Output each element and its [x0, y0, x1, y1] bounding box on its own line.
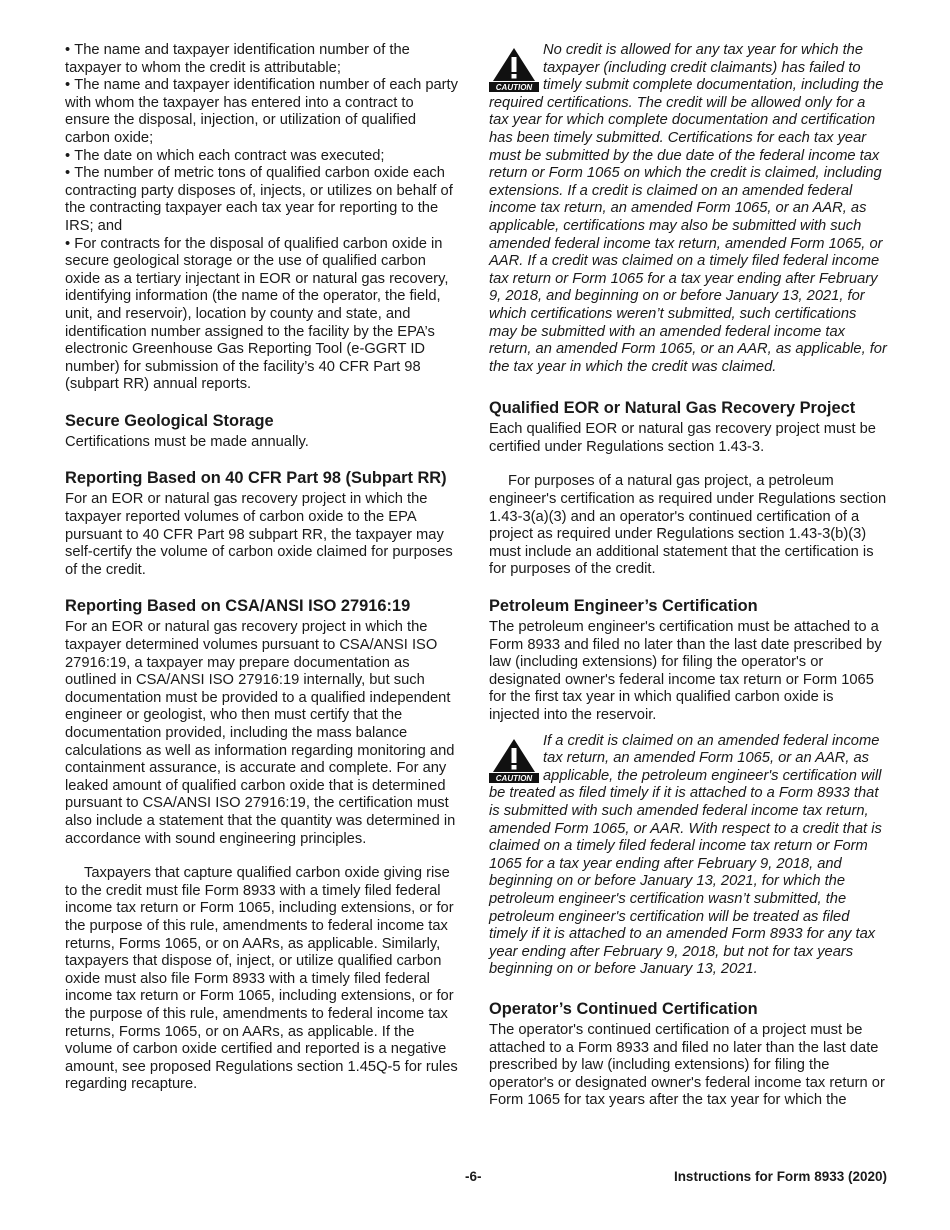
caution-label: CAUTION [495, 83, 533, 92]
right-column [489, 42, 887, 1110]
paragraph: For an EOR or natural gas recovery project in which the taxpayer reported volumes of carbon oxide to the EPA pursuant to 40 CFR Part 98 subpart RR, the taxpayer may self-certify the volume of carbon oxide claimed for purposes of the credit. [65, 491, 453, 578]
caution-note [489, 42, 887, 376]
section-heading-engineer-cert: Petroleum Engineer’s Certification [489, 597, 758, 616]
section-heading-secure-storage: Secure Geological Storage [65, 411, 274, 430]
bullet-item: • The date on which each contract was executed; [65, 148, 462, 166]
paragraph: Taxpayers that capture qualified carbon oxide giving rise to the credit must file Form 8933 with a timely filed federal income tax return or Form 1065, including extensions, or for the purpose of this rule, amendments to federal income tax returns, Forms 1065, or on AARs, as applicable. Similarly, taxpayers that dispose of, inject, or utilize qualified carbon oxide must also file Form 8933 with a timely filed federal income tax return or Form 1065, including extensions, or for the purpose of this rule, amendments to federal income tax returns, Forms 1065, or on AARs, as applicable. If the volume of carbon oxide certified and reported is a negative amount, see proposed Regulations section 1.45Q-5 for rules regarding recapture. [65, 865, 458, 1093]
section-heading-eor-project: Qualified EOR or Natural Gas Recovery Project [489, 399, 856, 418]
paragraph: Certifications must be made annually. [65, 433, 309, 450]
bullet-item: • The name and taxpayer identification number of the taxpayer to whom the credit is attributable; [65, 42, 462, 77]
paragraph: The operator's continued certification of a project must be attached to a Form 8933 and filed no later than the last date prescribed by law (including extensions) for filing the operator's or designated owner's federal income tax return or Form 1065 for tax years after the tax year for which the [489, 1021, 885, 1109]
caution-icon [489, 737, 539, 783]
section-heading-iso-reporting: Reporting Based on CSA/ANSI ISO 27916:19 [65, 597, 411, 616]
bullet-item: • The number of metric tons of qualified carbon oxide each contracting party disposes of, injects, or utilizes on behalf of the contracting taxpayer each tax year for reporting to the IRS; and [65, 165, 462, 235]
caution-text: No credit is allowed for any tax year for which the taxpayer (including credit claimants) has failed to timely submit complete documentation, including the required certifications. The credit will be allowed only for a tax year for which complete documentation and certification has been timely submitted. Certifications for each tax year must be submitted by the due date of the federal income tax return or Form 1065 on which the credit is claimed, including extensions. If a credit is claimed on an amended federal income tax return, an amended Form 1065, or an AAR, as applicable, certifications may also be submitted with such amended federal income tax return, amended Form 1065, or AAR. If a credit was claimed on a timely filed federal income tax return or Form 1065 for a tax year ending after February 9, 2018, and beginning on or before January 13, 2021, for which certifications weren’t submitted, such certifications may be submitted with an amended federal income tax return, an amended Form 1065, or an AAR, as applicable, for the tax year in which the credit was claimed. [489, 42, 887, 375]
paragraph: For an EOR or natural gas recovery project in which the taxpayer determined volumes pursuant to CSA/ANSI ISO 27916:19, a taxpayer may prepare documentation as outlined in CSA/ANSI ISO 27916:19 internally, but such documentation must be provided to a qualified independent engineer or geologist, who then must certify that the documentation provided, including the mass balance calculations as well as information regarding monitoring and containment assurance, is accurate and complete. For any leaked amount of qualified carbon oxide that is determined pursuant to CSA/ANSI ISO 27916:19, the certification must also include a statement that the quantity was determined in accordance with sound engineering principles. [65, 619, 456, 847]
caution-text: If a credit is claimed on an amended federal income tax return, an amended Form 1065, or an AAR, as applicable, the petroleum engineer's certification will be treated as filed timely if it is attached to a Form 8933 that is submitted with such amended federal income tax return, amended Form 1065, or AAR. With respect to a credit that is claimed on a timely filed federal income tax return or Form 1065 for a tax year ending after February 9, 2018, and beginning on or before January 13, 2021, for which the petroleum engineer's certification wasn’t submitted, the petroleum engineer's certification will be treated as filed timely if it is attached to an amended Form 8933 for any tax year ending after February 9, 2018, but not for tax years beginning on or before January 13, 2021. [489, 732, 882, 978]
caution-note [489, 733, 887, 979]
paragraph: For purposes of a natural gas project, a petroleum engineer's certification as required under Regulations section 1.43-3(a)(3) and an operator's continued certification of a project as required under Regulations section 1.43-3(b)(3) must include an additional statement that the certification is for purposes of the credit. [489, 473, 887, 578]
section-heading-operator-cert: Operator’s Continued Certification [489, 999, 758, 1018]
paragraph: Each qualified EOR or natural gas recovery project must be certified under Regulations section 1.43-3. [489, 421, 876, 455]
section-heading-rr-reporting: Reporting Based on 40 CFR Part 98 (Subpart RR) [65, 469, 447, 488]
form-reference: Instructions for Form 8933 (2020) [673, 1169, 887, 1184]
caution-label: CAUTION [495, 773, 533, 783]
paragraph: The petroleum engineer's certification must be attached to a Form 8933 and filed no later than the last date prescribed by law (including extensions) for filing the operator's or designated owner's federal income tax return or Form 1065 for the first tax year in which qualified carbon oxide is injected into the reservoir. [489, 619, 882, 723]
caution-icon [489, 46, 539, 92]
bullet-item: • For contracts for the disposal of qualified carbon oxide in secure geological storage or the use of qualified carbon oxide as a tertiary injectant in EOR or natural gas recovery, identifying information (the name of the operator, the field, unit, and reservoir), location by county and state, and identification number assigned to the facility by the EPA’s electronic Greenhouse Gas Reporting Tool (e-GGRT ID number) for submission of the facility’s 40 CFR Part 98 (subpart RR) annual reports. [65, 236, 462, 394]
page-number: -6- [465, 1169, 482, 1184]
bullet-item: • The name and taxpayer identification number of each party with whom the taxpayer has entered into a contract to ensure the disposal, injection, or utilization of qualified carbon oxide; [65, 77, 462, 147]
left-column [65, 42, 462, 1094]
page-footer [65, 1168, 887, 1188]
